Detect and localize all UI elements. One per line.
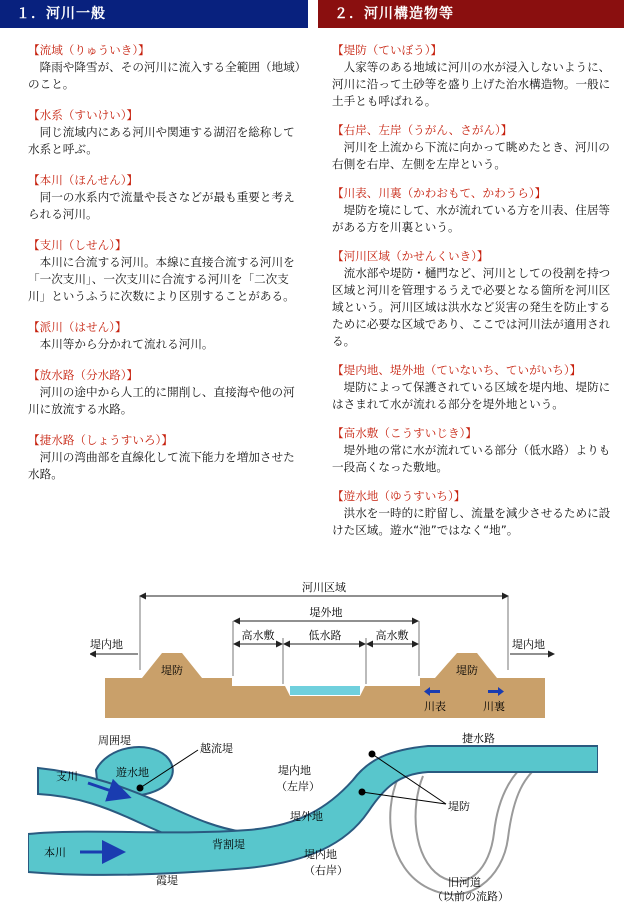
label-cutoff-channel: 捷水路 xyxy=(462,732,495,745)
label-outer-land: 堤外地 xyxy=(290,810,323,823)
low-water-channel xyxy=(290,686,360,695)
glossary-entry xyxy=(332,362,612,413)
glossary-entry xyxy=(28,432,304,483)
glossary-entry xyxy=(332,425,612,476)
label-old-channel-note: （以前の流路） xyxy=(432,890,509,903)
term-heading: 【河川区域（かせんくいき）】 xyxy=(332,249,489,263)
label-high-bank-right: 高水敷 xyxy=(375,629,409,642)
river-plan-diagram xyxy=(28,728,598,912)
term-definition: 堤外地の常に水が流れている部分（低水路）よりも一段高くなった敷地。 xyxy=(332,443,611,474)
label-back-levee: 背割堤 xyxy=(212,838,245,851)
label-inner-land-left: 堤内地 xyxy=(90,638,123,651)
term-definition: 同一の水系内で流量や長さなどが最も重要と考えられる河川。 xyxy=(28,190,295,221)
term-heading: 【高水敷（こうすいじき）】 xyxy=(332,426,477,440)
label-kawaomote: 川表 xyxy=(424,700,446,713)
term-definition: 河川の途中から人工的に開削し、直接海や他の河川に放流する水路。 xyxy=(28,385,295,416)
label-inner-land-right: 堤内地 xyxy=(512,638,545,651)
label-kawaura: 川裏 xyxy=(483,700,505,713)
term-heading: 【捷水路（しょうすいろ）】 xyxy=(28,433,173,447)
label-left-bank: （左岸） xyxy=(276,780,320,793)
term-heading: 【流域（りゅういき）】 xyxy=(28,43,150,57)
term-definition: 河川を上流から下流に向かって眺めたとき、河川の右側を右岸、左側を左岸という。 xyxy=(332,140,610,171)
label-inner-right: 堤内地 xyxy=(304,848,337,861)
term-definition: 洪水を一時的に貯留し、流量を減少させるために設けた区域。遊水“池”ではなく“地”。 xyxy=(332,506,611,537)
term-heading: 【放水路（分水路）】 xyxy=(28,368,139,382)
term-heading: 【堤内地、堤外地（ていないち、ていがいち）】 xyxy=(332,363,582,377)
label-retention-area: 遊水地 xyxy=(116,766,149,779)
term-definition: 本川に合流する河川。本線に直接合流する河川を「一次支川」、一次支川に合流する河川を「二次支川」というふうに次数により区別することがある。 xyxy=(28,255,295,303)
term-definition: 流水部や堤防・樋門など、河川としての役割を持つ区域と河川を管理するうえで必要となる箇所を河川区域という。河川区域は洪水など災害の発生を防止するために必要な区域であり、ここでは河川法が適用される。 xyxy=(332,266,611,348)
label-old-channel: 旧河道 xyxy=(448,876,481,889)
glossary-entry xyxy=(332,185,612,236)
glossary-column-structures xyxy=(332,42,612,551)
label-levee: 堤防 xyxy=(448,800,470,813)
term-heading: 【水系（すいけい）】 xyxy=(28,108,139,122)
label-inner-left: 堤内地 xyxy=(278,764,311,777)
term-definition: 降雨や降雪が、その河川に流入する全範囲（地域）のこと。 xyxy=(28,60,301,91)
glossary-entry xyxy=(332,42,612,110)
term-definition: 同じ流域内にある河川や関連する湖沼を総称して水系と呼ぶ。 xyxy=(28,125,295,156)
label-outer-land: 堤外地 xyxy=(309,606,343,619)
label-overflow-levee: 越流堤 xyxy=(200,742,233,755)
term-heading: 【派川（はせん）】 xyxy=(28,320,127,334)
term-heading: 【支川（しせん）】 xyxy=(28,238,127,252)
glossary-entry xyxy=(28,319,304,353)
term-heading: 【右岸、左岸（うがん、さがん）】 xyxy=(332,123,513,137)
old-river-channel xyxy=(390,760,548,894)
river-cross-section-diagram xyxy=(90,578,560,718)
glossary-entry xyxy=(332,248,612,350)
label-levee-left: 堤防 xyxy=(161,664,183,677)
section-header-river-general: １．河川一般 xyxy=(0,0,308,28)
glossary-entry xyxy=(28,237,304,305)
term-definition: 本川等から分かれて流れる河川。 xyxy=(39,337,214,351)
term-definition: 堤防によって保護されている区域を堤内地、堤防にはさまれて水が流れる部分を堤外地という。 xyxy=(332,380,611,411)
section-header-river-structures: ２．河川構造物等 xyxy=(318,0,624,28)
label-ring-levee: 周囲堤 xyxy=(98,734,131,747)
label-river-zone: 河川区域 xyxy=(302,581,346,594)
old-river-channel xyxy=(416,756,538,881)
term-heading: 【堤防（ていぼう）】 xyxy=(332,43,443,57)
label-high-bank-left: 高水敷 xyxy=(241,629,275,642)
glossary-entry xyxy=(28,107,304,158)
ground-profile xyxy=(105,653,545,718)
glossary-entry xyxy=(28,172,304,223)
term-heading: 【本川（ほんせん）】 xyxy=(28,173,139,187)
term-definition: 河川の湾曲部を直線化して流下能力を増加させた水路。 xyxy=(28,450,295,481)
term-definition: 人家等のある地域に河川の水が浸入しないように、河川に沿って土砂等を盛り上げた治水構造物。一般に土手とも呼ばれる。 xyxy=(332,60,611,108)
label-tributary: 支川 xyxy=(56,770,78,783)
label-open-levee: 霞堤 xyxy=(156,874,178,887)
glossary-entry xyxy=(28,42,304,93)
glossary-column-general xyxy=(28,42,304,497)
label-low-channel: 低水路 xyxy=(308,629,342,642)
term-heading: 【遊水地（ゆうすいち）】 xyxy=(332,489,466,503)
term-definition: 堤防を境にして、水が流れている方を川表、住居等がある方を川裏という。 xyxy=(332,203,611,234)
label-right-bank: （右岸） xyxy=(304,864,348,877)
glossary-entry xyxy=(332,488,612,539)
label-main-river: 本川 xyxy=(44,846,66,859)
glossary-entry xyxy=(332,122,612,173)
term-heading: 【川表、川裏（かわおもて、かわうら）】 xyxy=(332,186,547,200)
label-levee-right: 堤防 xyxy=(456,664,478,677)
glossary-entry xyxy=(28,367,304,418)
